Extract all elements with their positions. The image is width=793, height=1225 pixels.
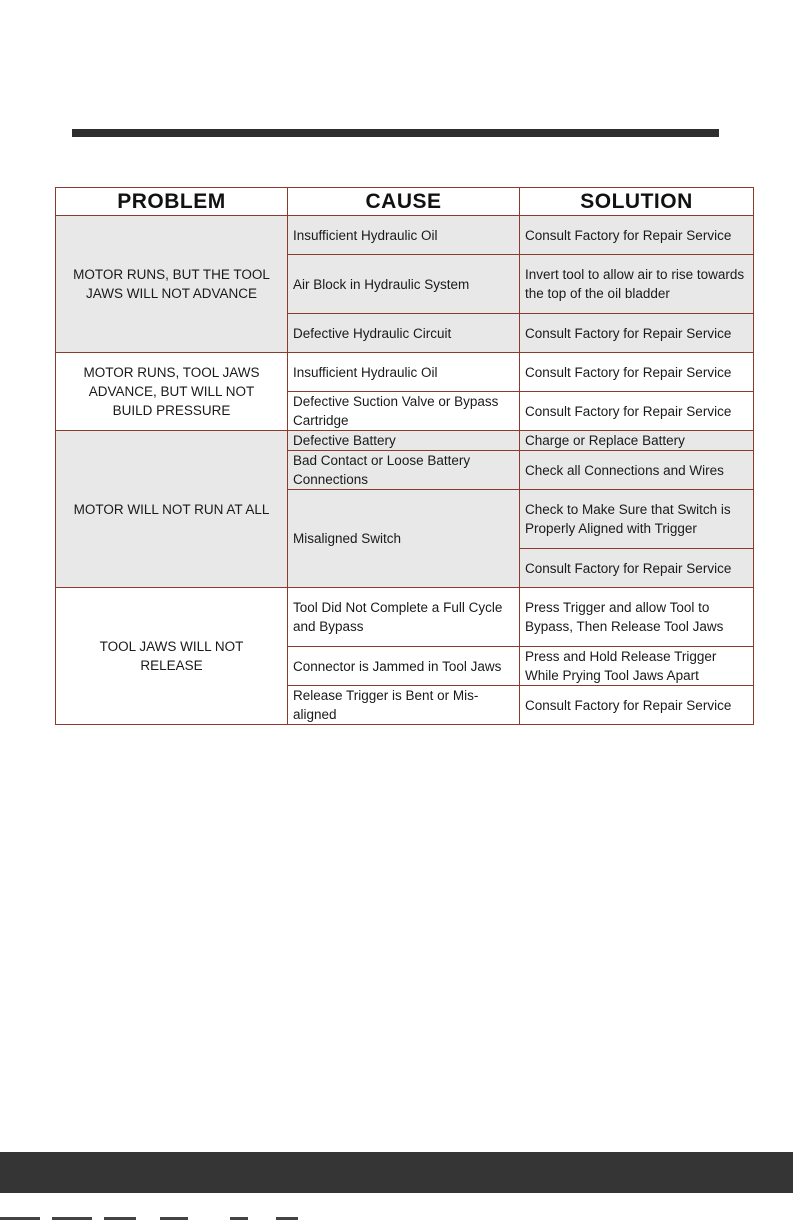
top-rule [72,129,719,137]
table-row [56,588,754,647]
table-row [56,431,754,451]
troubleshooting-table [55,187,754,725]
solution-cell: Consult Factory for Repair Service [520,314,754,353]
header-cause: CAUSE [288,188,520,216]
footer-bar [0,1152,793,1193]
solution-cell: Invert tool to allow air to rise towards the top of the oil bladder [520,255,754,314]
solution-cell: Consult Factory for Repair Service [520,392,754,431]
problem-cell: MOTOR RUNS, TOOL JAWS ADVANCE, BUT WILL NOT BUILD PRESSURE [56,353,288,431]
cause-cell: Insufficient Hydraulic Oil [288,216,520,255]
problem-cell: TOOL JAWS WILL NOT RELEASE [56,588,288,725]
solution-cell: Press Trigger and allow Tool to Bypass, Then Release Tool Jaws [520,588,754,647]
solution-cell: Charge or Replace Battery [520,431,754,451]
cause-cell: Insufficient Hydraulic Oil [288,353,520,392]
solution-cell: Consult Factory for Repair Service [520,686,754,725]
solution-cell: Consult Factory for Repair Service [520,216,754,255]
table-row [56,353,754,392]
cause-cell: Release Trigger is Bent or Mis-aligned [288,686,520,725]
solution-cell: Consult Factory for Repair Service [520,353,754,392]
cause-cell: Air Block in Hydraulic System [288,255,520,314]
cause-cell: Tool Did Not Complete a Full Cycle and Bypass [288,588,520,647]
header-problem: PROBLEM [56,188,288,216]
solution-cell: Press and Hold Release Trigger While Prying Tool Jaws Apart [520,647,754,686]
table-row [56,216,754,255]
cause-cell: Bad Contact or Loose Battery Connections [288,451,520,490]
cause-cell: Misaligned Switch [288,490,520,588]
solution-cell: Check to Make Sure that Switch is Properly Aligned with Trigger [520,490,754,549]
cause-cell: Connector is Jammed in Tool Jaws [288,647,520,686]
table-header-row [56,188,754,216]
cause-cell: Defective Suction Valve or Bypass Cartridge [288,392,520,431]
problem-cell: MOTOR RUNS, BUT THE TOOL JAWS WILL NOT ADVANCE [56,216,288,353]
cause-cell: Defective Hydraulic Circuit [288,314,520,353]
cause-cell: Defective Battery [288,431,520,451]
header-solution: SOLUTION [520,188,754,216]
problem-cell: MOTOR WILL NOT RUN AT ALL [56,431,288,588]
solution-cell: Check all Connections and Wires [520,451,754,490]
footer-marks [0,1215,793,1225]
solution-cell: Consult Factory for Repair Service [520,549,754,588]
